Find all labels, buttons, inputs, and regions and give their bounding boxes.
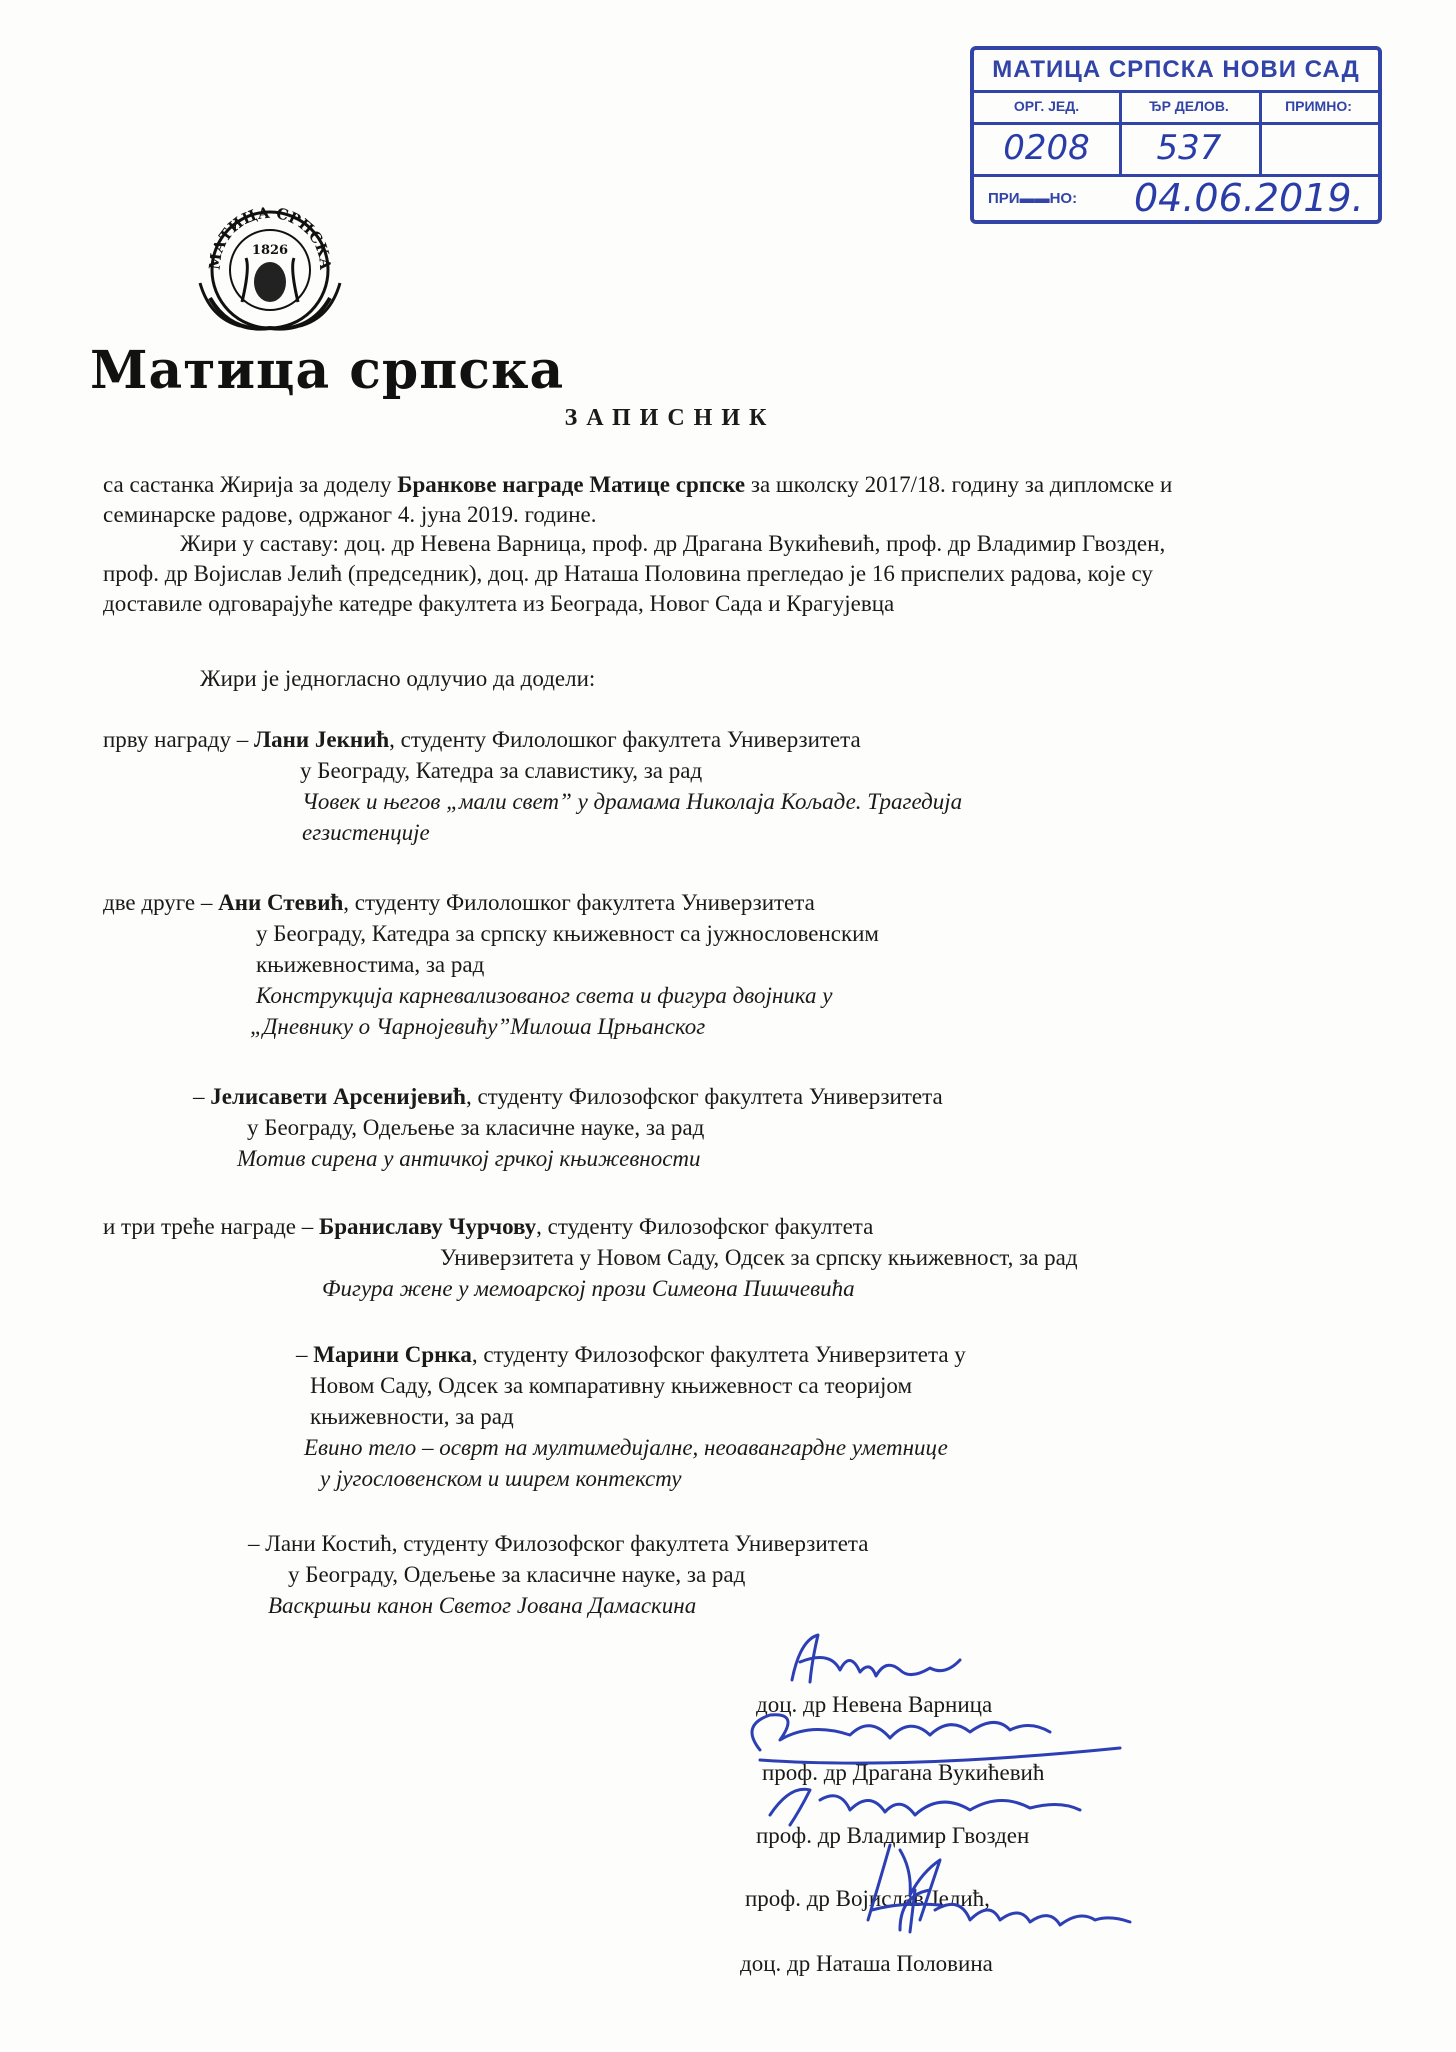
third-prize-2-line-2: Новом Саду, Одсек за компаративну књижевност са теоријом: [310, 1373, 913, 1398]
jury-line-2: проф. др Војислав Јелић (председник), доц. др Наташа Половина прегледао је 16 приспелих радова, које су: [103, 561, 1153, 586]
second-prize-work-1a: Конструкција карневализованог света и фигура двојника у: [256, 983, 833, 1008]
third-prize-3-line-1: – Лани Костић, студенту Филозофског факултета Универзитета: [248, 1531, 869, 1556]
third-prize-affiliation-1: , студенту Филозофског факултета: [536, 1214, 874, 1239]
second-prize-line-1: [103, 888, 815, 918]
third-prize-work-2a: Евино тело – осврт на мултимедијалне, неоавангардне уметнице: [304, 1435, 948, 1460]
intro-award-name: Бранкове награде Матице српске: [397, 472, 746, 497]
second-prize-line-3: књижевностима, за рад: [256, 952, 485, 977]
signature-text-hidden: [940, 1915, 942, 1916]
emblem-year: 1826: [251, 243, 289, 258]
second-prize-winner-2: Јелисавети Арсенијевић: [210, 1084, 466, 1109]
third-prize-2-dash: –: [296, 1342, 314, 1367]
svg-text:МАТИЦА СРПСКА: [205, 204, 334, 272]
matica-srpska-logo-name: Матица српска: [90, 340, 565, 401]
signatory-2-name: проф. др Драгана Вукићевић: [762, 1760, 1045, 1785]
stamp-value-row: [974, 122, 1378, 177]
first-prize-line-1: [103, 725, 861, 755]
third-prize-work-2b: у југословенском и ширем контексту: [320, 1466, 682, 1491]
jury-line-3: доставиле одговарајуће катедре факултета из Београда, Новог Сада и Крагујевца: [103, 591, 895, 616]
third-prize-work-3: Васкршњи канон Светог Јована Дамаскина: [268, 1593, 697, 1618]
first-prize-work-1: Човек и његов „мали свет” у драмама Николаја Кољаде. Трагедија: [302, 789, 963, 814]
intro-text-c: за школску 2017/18. годину за дипломске и: [745, 472, 1173, 497]
stamp-file-no: 537: [1119, 122, 1262, 174]
stamp-header-row: [974, 50, 1378, 93]
document-title: ЗАПИСНИК: [564, 405, 776, 431]
third-prize-line-2: Универзитета у Новом Саду, Одсек за српску књижевност, за рад: [440, 1245, 1078, 1270]
signatory-3-name: проф. др Владимир Гвозден: [756, 1823, 1030, 1848]
second-prize-affiliation-1: , студенту Филолошког факултета Универзитета: [343, 890, 815, 915]
second-prize-2-line-2: у Београду, Одељење за класичне науке, за рад: [247, 1115, 705, 1140]
signatory-1-name: доц. др Невена Варница: [756, 1692, 993, 1717]
stamp-col1-label: ОРГ. ЈЕД.: [974, 90, 1122, 122]
third-prize-winner-1: Браниславу Чурчову: [319, 1214, 537, 1239]
decision-text: Жири је једногласно одлучио да додели:: [200, 666, 596, 691]
matica-srpska-emblem-icon: [190, 198, 350, 338]
third-prize-winner-2: Марини Срнка: [313, 1342, 472, 1367]
intro-line-2: семинарске радове, одржаног 4. јуна 2019. године.: [103, 502, 597, 527]
second-prize-winner-1: Ани Стевић: [218, 890, 344, 915]
first-prize-work-2: егзистенције: [302, 820, 430, 845]
signatory-4-name: проф. др Војислав Јелић,: [745, 1886, 990, 1911]
first-prize-label: прву награду –: [103, 727, 254, 752]
stamp-label-row: [974, 90, 1378, 125]
stamp-empty-cell: [1259, 122, 1378, 174]
intro-line-1: [103, 470, 1172, 500]
second-prize-work-2: Мотив сирена у античкој грчкој књижевности: [237, 1146, 701, 1171]
signatory-5-name: доц. др Наташа Половина: [740, 1951, 993, 1976]
stamp-received-date: 04.06.2019.: [1134, 176, 1364, 220]
third-prize-3-line-2: у Београду, Одељење за класичне науке, за рад: [288, 1562, 746, 1587]
stamp-received-label: ПРИ▬▬НО:: [988, 190, 1078, 207]
emblem-arc-text: МАТИЦА СРПСКА: [205, 203, 335, 271]
third-prize-2-line-3: књижевности, за рад: [310, 1404, 514, 1429]
second-prize-line-2: у Београду, Катедра за српску књижевност са јужнословенским: [256, 921, 879, 946]
second-prize-work-1b: „Дневнику о Чарнојевићу”Милоша Црњанског: [250, 1014, 706, 1039]
jury-line-1: Жири у саставу: доц. др Невена Варница, проф. др Драгана Вукићевић, проф. др Владимир Гвозден,: [180, 531, 1166, 556]
second-prize-affiliation-2: , студенту Филозофског факултета Универзитета: [465, 1084, 943, 1109]
stamp-header: МАТИЦА СРПСКА НОВИ САД: [992, 56, 1360, 83]
first-prize-winner: Лани Јекнић: [254, 727, 390, 752]
intro-text-a: са састанка Жирија за доделу: [103, 472, 398, 497]
third-prize-affiliation-2: , студенту Филозофског факултета Универзитета у: [471, 1342, 966, 1367]
handwritten-signatures-icon: [700, 1620, 1260, 2040]
stamp-col2-label: ЂР ДЕЛОВ.: [1119, 90, 1262, 122]
stamp-org-unit: 0208: [974, 122, 1122, 174]
stamp-received-row: [974, 174, 1378, 220]
first-prize-line-2: у Београду, Катедра за славистику, за рад: [300, 758, 703, 783]
second-prize-2-line-1: [193, 1082, 943, 1112]
third-prize-label: и три треће награде –: [103, 1214, 320, 1239]
stamp-col3-label: ПРИМНО:: [1285, 98, 1352, 114]
second-prize-label: две друге –: [103, 890, 219, 915]
third-prize-line-1: [103, 1212, 873, 1242]
registry-stamp: [970, 46, 1382, 224]
third-prize-work-1: Фигура жене у мемоарској прози Симеона Пишчевића: [322, 1276, 855, 1301]
first-prize-affiliation: , студенту Филолошког факултета Универзитета: [389, 727, 861, 752]
third-prize-2-line-1: [296, 1340, 966, 1370]
second-prize-2-dash: –: [193, 1084, 211, 1109]
